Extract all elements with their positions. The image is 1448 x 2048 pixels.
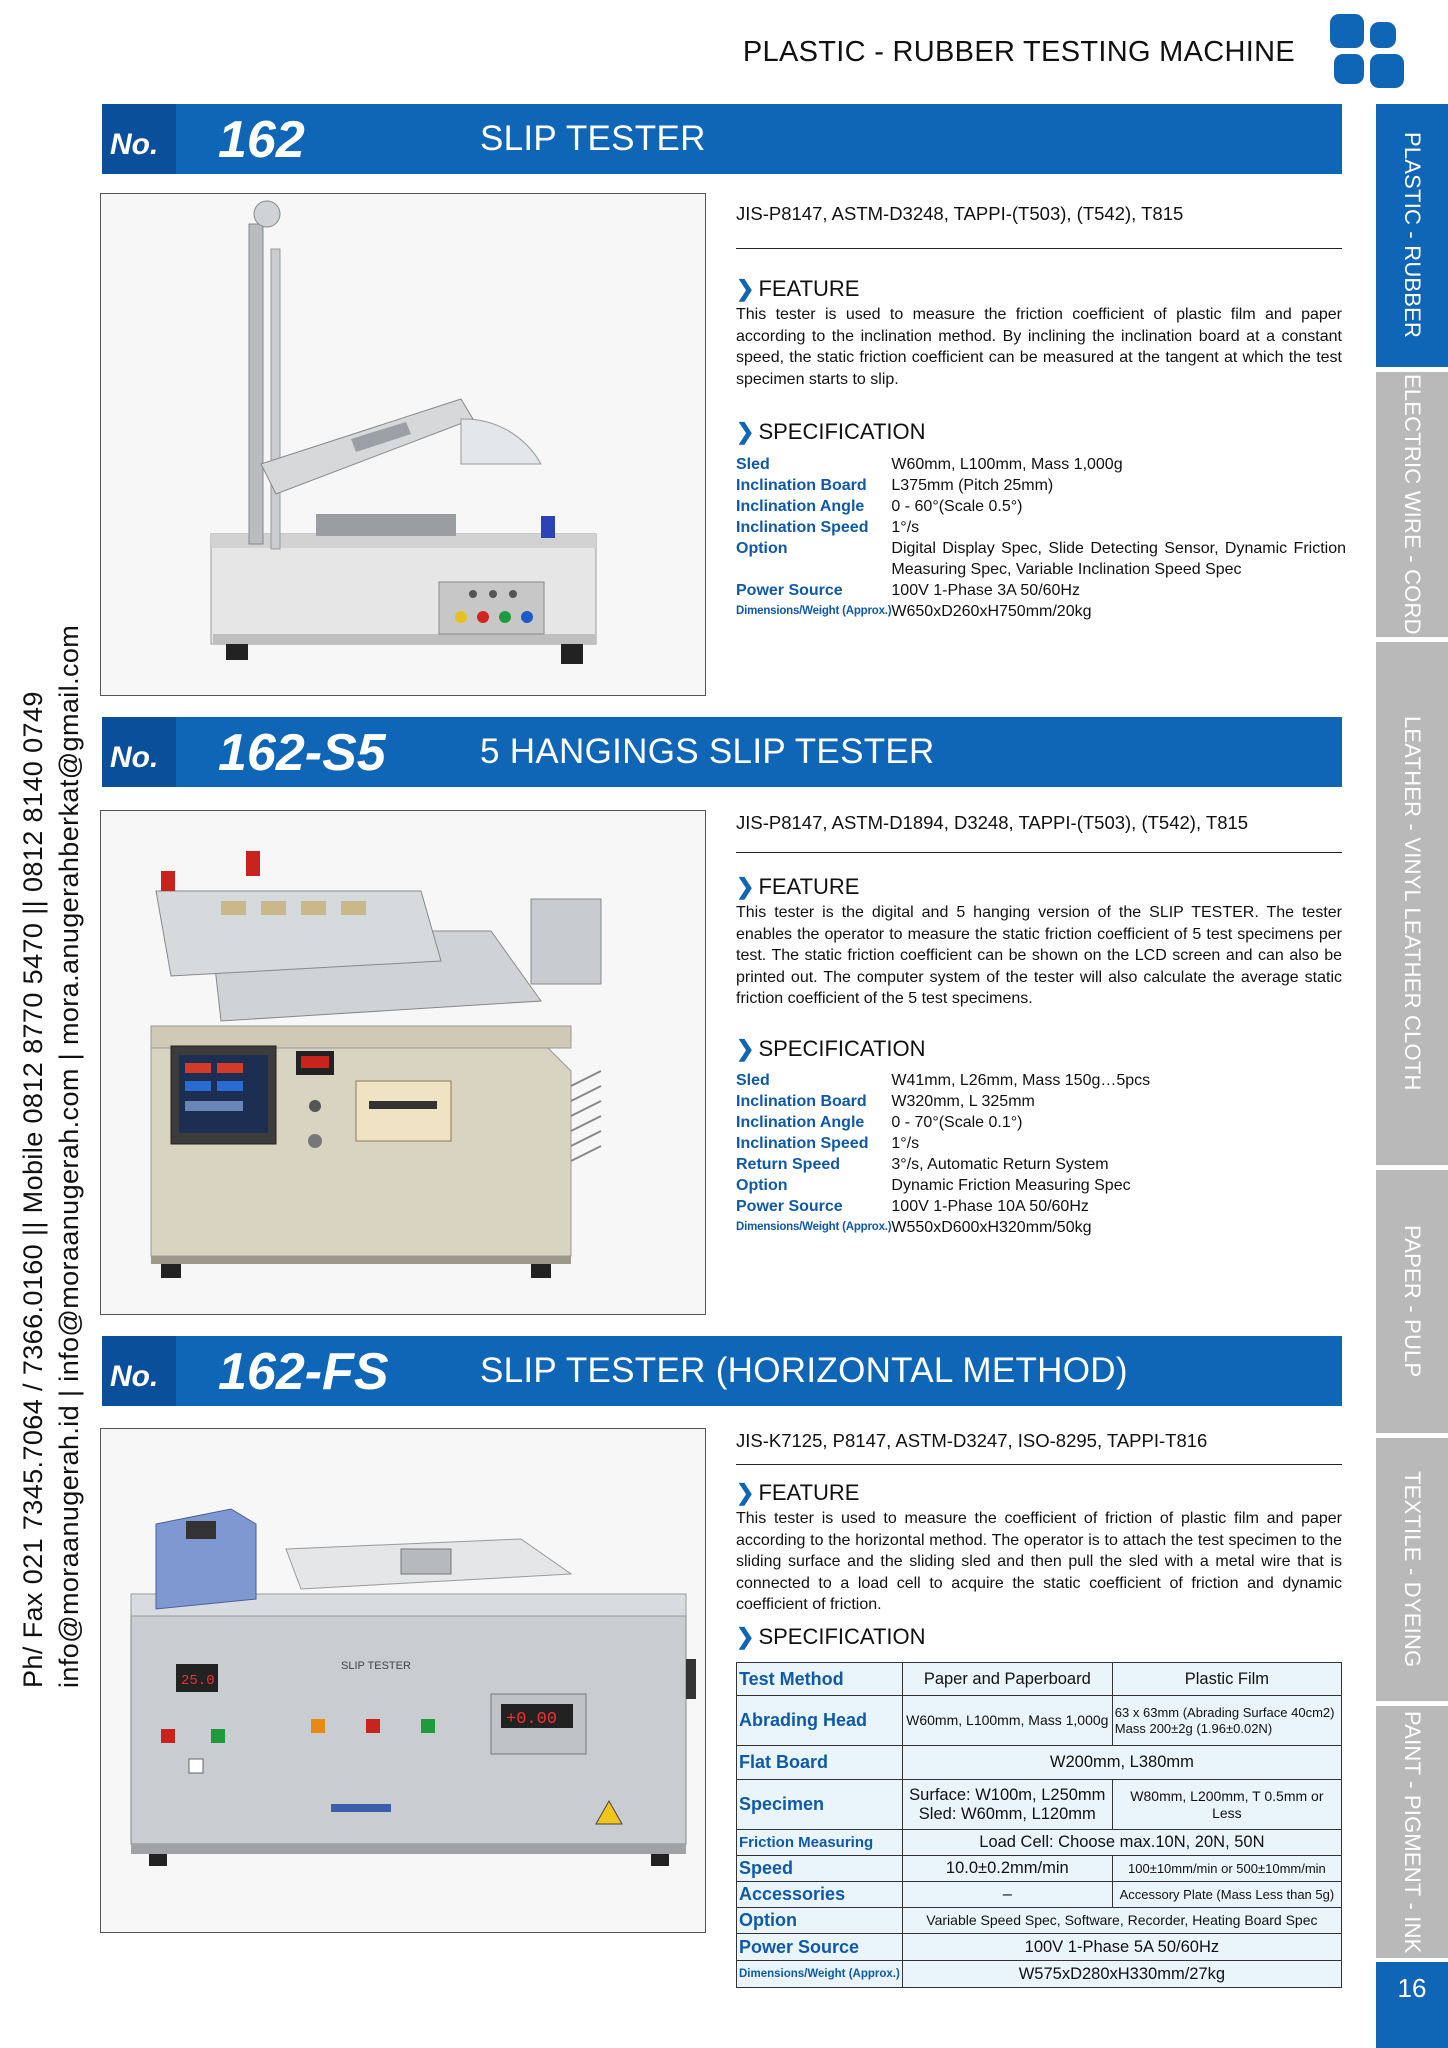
- spec-table-162-s5: [736, 1070, 1346, 1238]
- side-tab-electric-wire-cord[interactable]: [1376, 372, 1448, 637]
- table-cell: Plastic Film: [1112, 1663, 1341, 1696]
- spec-heading-162-fs: [736, 1624, 926, 1650]
- spec-value: 0 - 60°(Scale 0.5°): [891, 498, 1023, 515]
- spec-row: [736, 475, 1346, 496]
- table-cell: Paper and Paperboard: [902, 1663, 1112, 1696]
- spec-row: [736, 538, 1346, 580]
- spec-table-162: [736, 454, 1346, 622]
- spec-key: Dimensions/Weight (Approx.): [736, 605, 892, 617]
- feature-heading-162: [736, 276, 859, 302]
- table-cell: [1112, 1696, 1341, 1746]
- table-row: [737, 1934, 1342, 1961]
- table-row: [737, 1856, 1342, 1882]
- no-label: No.: [110, 741, 159, 774]
- table-row: [737, 1746, 1342, 1780]
- spec-key: Option: [736, 540, 788, 557]
- spec-key: Inclination Angle: [736, 498, 865, 515]
- load-display: +0.00: [506, 1710, 558, 1729]
- standards-162-s5: JIS-P8147, ASTM-D1894, D3248, TAPPI-(T503), (T542), T815: [736, 812, 1249, 833]
- feature-heading-162-s5: [736, 874, 859, 900]
- standards-162: JIS-P8147, ASTM-D3248, TAPPI-(T503), (T542), T815: [736, 203, 1184, 224]
- table-row: [737, 1780, 1342, 1830]
- spec-row: [736, 1217, 1346, 1238]
- table-key: Power Source: [737, 1934, 903, 1961]
- table-key: Option: [737, 1908, 903, 1934]
- spec-key: Inclination Speed: [736, 519, 869, 536]
- table-cell: 10.0±0.2mm/min: [902, 1856, 1112, 1882]
- table-cell: W80mm, L200mm, T 0.5mm or Less: [1112, 1780, 1341, 1830]
- table-row: [737, 1663, 1342, 1696]
- cell-line: 63 x 63mm (Abrading Surface 40cm2): [1114, 1704, 1335, 1720]
- contact-email-line: info@moraanugerah.id | info@moraanugerah.com | mora.anugerahberkat@gmail.com: [54, 624, 84, 1688]
- spec-value: Dynamic Friction Measuring Spec: [891, 1177, 1131, 1194]
- spec-row: [736, 1154, 1346, 1175]
- chevron-right-icon: ❯: [736, 1480, 755, 1505]
- model-title: 5 HANGINGS SLIP TESTER: [480, 732, 935, 771]
- feature-heading-162-fs: [736, 1480, 859, 1506]
- side-tab-label: PAINT - PIGMENT - INK: [1400, 1710, 1425, 1954]
- spec-row: [736, 1175, 1346, 1196]
- table-key: Accessories: [737, 1882, 903, 1908]
- spec-value: W550xD600xH320mm/50kg: [891, 1219, 1092, 1236]
- spec-key: Dimensions/Weight (Approx.): [736, 1221, 892, 1233]
- horizontal-slip-tester-illustration: [101, 1429, 705, 1932]
- slip-tester-illustration: [101, 194, 705, 695]
- spec-value: 100V 1-Phase 10A 50/60Hz: [891, 1198, 1089, 1215]
- spec-value: W41mm, L26mm, Mass 150g…5pcs: [891, 1072, 1151, 1089]
- side-tab-textile-dyeing[interactable]: [1376, 1438, 1448, 1701]
- model-number: 162: [218, 111, 305, 169]
- spec-key: Return Speed: [736, 1156, 841, 1173]
- no-label: No.: [110, 1360, 159, 1393]
- cell-line: Sled: W60mm, L120mm: [918, 1804, 1096, 1823]
- feature-text-162-s5: This tester is the digital and 5 hanging version of the SLIP TESTER. The tester enables the operator to measure the static friction coefficient of 5 test specimens per test. The static friction coefficient can be shown on the LCD screen and can also be printed out. The computer system of the tester will also calculate the average static friction coefficient of the 5 test specimens.: [736, 904, 1342, 1007]
- spec-row: [736, 1091, 1346, 1112]
- spec-value: 3°/s, Automatic Return System: [891, 1156, 1109, 1173]
- table-key: Friction Measuring: [737, 1830, 903, 1856]
- spec-value: 100V 1-Phase 3A 50/60Hz: [891, 582, 1080, 599]
- spec-key: Inclination Board: [736, 1093, 867, 1110]
- spec-value: 1°/s: [891, 519, 920, 536]
- table-cell: Load Cell: Choose max.10N, 20N, 50N: [902, 1830, 1341, 1856]
- table-key: Test Method: [737, 1663, 903, 1696]
- panel-label: SLIP TESTER: [341, 1660, 411, 1672]
- spec-heading-label: SPECIFICATION: [758, 1036, 926, 1061]
- spec-value: 0 - 70°(Scale 0.1°): [891, 1114, 1023, 1131]
- feature-heading-label: FEATURE: [758, 874, 860, 899]
- section-banner-162-s5: [102, 717, 1342, 787]
- table-row: [737, 1830, 1342, 1856]
- spec-row: [736, 1133, 1346, 1154]
- spec-value: Digital Display Spec, Slide Detecting Sensor, Dynamic Friction Measuring Spec, Variable Inclination Speed Spec: [891, 540, 1346, 578]
- spec-heading-162: [736, 419, 926, 445]
- divider: [736, 248, 1342, 249]
- product-image-162-s5: [100, 810, 706, 1315]
- table-key: Speed: [737, 1856, 903, 1882]
- page-number: 16: [1376, 1962, 1448, 2048]
- spec-row: [736, 601, 1346, 622]
- table-cell: Accessory Plate (Mass Less than 5g): [1112, 1882, 1341, 1908]
- spec-key: Sled: [736, 1072, 770, 1089]
- table-cell: 100V 1-Phase 5A 50/60Hz: [902, 1934, 1341, 1961]
- temperature-display: 25.0: [181, 1673, 215, 1689]
- table-cell: 100±10mm/min or 500±10mm/min: [1112, 1856, 1341, 1882]
- side-tab-label: ELECTRIC WIRE - CORD: [1400, 374, 1425, 635]
- model-title: SLIP TESTER (HORIZONTAL METHOD): [480, 1351, 1128, 1390]
- page-title: PLASTIC - RUBBER TESTING MACHINE: [742, 36, 1295, 68]
- spec-heading-label: SPECIFICATION: [758, 419, 926, 444]
- table-cell: [902, 1780, 1112, 1830]
- side-tab-label: PAPER - PULP: [1400, 1225, 1425, 1378]
- side-tab-label: LEATHER - VINYL LEATHER CLOTH: [1400, 716, 1425, 1091]
- contact-phone-line: Ph/ Fax 021 7345.7064 / 7366.0160 || Mobile 0812 8770 5470 || 0812 8140 0749: [18, 691, 48, 1688]
- side-tab-paint-pigment-ink[interactable]: [1376, 1706, 1448, 1958]
- chevron-right-icon: ❯: [736, 419, 755, 444]
- side-tab-label: TEXTILE - DYEING: [1400, 1471, 1425, 1668]
- chevron-right-icon: ❯: [736, 1624, 755, 1649]
- table-row: [737, 1961, 1342, 1988]
- spec-key: Power Source: [736, 1198, 843, 1215]
- spec-heading-label: SPECIFICATION: [758, 1624, 926, 1649]
- table-row: [737, 1882, 1342, 1908]
- section-banner-162-fs: [102, 1336, 1342, 1406]
- table-key: Abrading Head: [737, 1696, 903, 1746]
- side-tab-label: PLASTIC - RUBBER: [1400, 132, 1425, 339]
- side-tab-leather-vinyl[interactable]: [1376, 642, 1448, 1165]
- spec-row: [736, 1070, 1346, 1091]
- spec-row: [736, 1196, 1346, 1217]
- brand-logo: [1330, 14, 1406, 90]
- spec-key: Inclination Board: [736, 477, 867, 494]
- model-title: SLIP TESTER: [480, 119, 706, 158]
- side-tab-paper-pulp[interactable]: [1376, 1170, 1448, 1433]
- spec-value: L375mm (Pitch 25mm): [891, 477, 1054, 494]
- spec-value: W650xD260xH750mm/20kg: [891, 603, 1092, 620]
- feature-text-162: This tester is used to measure the friction coefficient of plastic film and paper according to the inclination method. By inclining the inclination board at a constant speed, the static friction coefficient can be measured at the tangent at which the test specimen starts to slip.: [736, 306, 1342, 388]
- model-number: 162-FS: [218, 1343, 389, 1401]
- table-cell: Variable Speed Spec, Software, Recorder, Heating Board Spec: [902, 1908, 1341, 1934]
- divider: [736, 1464, 1342, 1465]
- spec-value: W320mm, L 325mm: [891, 1093, 1035, 1110]
- hangings-slip-tester-illustration: [101, 811, 705, 1314]
- chevron-right-icon: ❯: [736, 1036, 755, 1061]
- no-label: No.: [110, 128, 159, 161]
- spec-key: Inclination Angle: [736, 1114, 865, 1131]
- table-key: Flat Board: [737, 1746, 903, 1780]
- feature-heading-label: FEATURE: [758, 1480, 860, 1505]
- spec-heading-162-s5: [736, 1036, 926, 1062]
- table-row: [737, 1908, 1342, 1934]
- feature-heading-label: FEATURE: [758, 276, 860, 301]
- table-cell: W60mm, L100mm, Mass 1,000g: [902, 1696, 1112, 1746]
- spec-value: W60mm, L100mm, Mass 1,000g: [891, 456, 1123, 473]
- spec-key: Sled: [736, 456, 770, 473]
- spec-row: [736, 517, 1346, 538]
- spec-comparison-table-162-fs: [736, 1662, 1342, 1988]
- spec-row: [736, 580, 1346, 601]
- side-tab-plastic-rubber[interactable]: [1376, 104, 1448, 367]
- chevron-right-icon: ❯: [736, 874, 755, 899]
- standards-162-fs: JIS-K7125, P8147, ASTM-D3247, ISO-8295, TAPPI-T816: [736, 1430, 1208, 1451]
- spec-key: Option: [736, 1177, 788, 1194]
- product-image-162-fs: [100, 1428, 706, 1933]
- model-number: 162-S5: [218, 724, 386, 782]
- cell-line: Mass 200±2g (1.96±0.02N): [1114, 1720, 1273, 1736]
- spec-key: Inclination Speed: [736, 1135, 869, 1152]
- table-row: [737, 1696, 1342, 1746]
- table-cell: W575xD280xH330mm/27kg: [902, 1961, 1341, 1988]
- product-image-162: [100, 193, 706, 696]
- spec-row: [736, 496, 1346, 517]
- table-key: Specimen: [737, 1780, 903, 1830]
- spec-value: 1°/s: [891, 1135, 920, 1152]
- cell-line: Surface: W100m, L250mm: [909, 1785, 1106, 1804]
- divider: [736, 852, 1342, 853]
- spec-row: [736, 454, 1346, 475]
- feature-text-162-fs: This tester is used to measure the coefficient of friction of plastic film and paper according to the horizontal method. The operator is to attach the test specimen to the sliding surface and the sliding sled and then pull the sled with a metal wire that is connected to a load cell to acquire the static coefficient of friction and dynamic coefficient of friction.: [736, 1510, 1342, 1613]
- table-cell: W200mm, L380mm: [902, 1746, 1341, 1780]
- chevron-right-icon: ❯: [736, 276, 755, 301]
- table-cell: –: [902, 1882, 1112, 1908]
- section-banner-162: [102, 104, 1342, 174]
- spec-row: [736, 1112, 1346, 1133]
- table-key: Dimensions/Weight (Approx.): [737, 1961, 903, 1988]
- spec-key: Power Source: [736, 582, 843, 599]
